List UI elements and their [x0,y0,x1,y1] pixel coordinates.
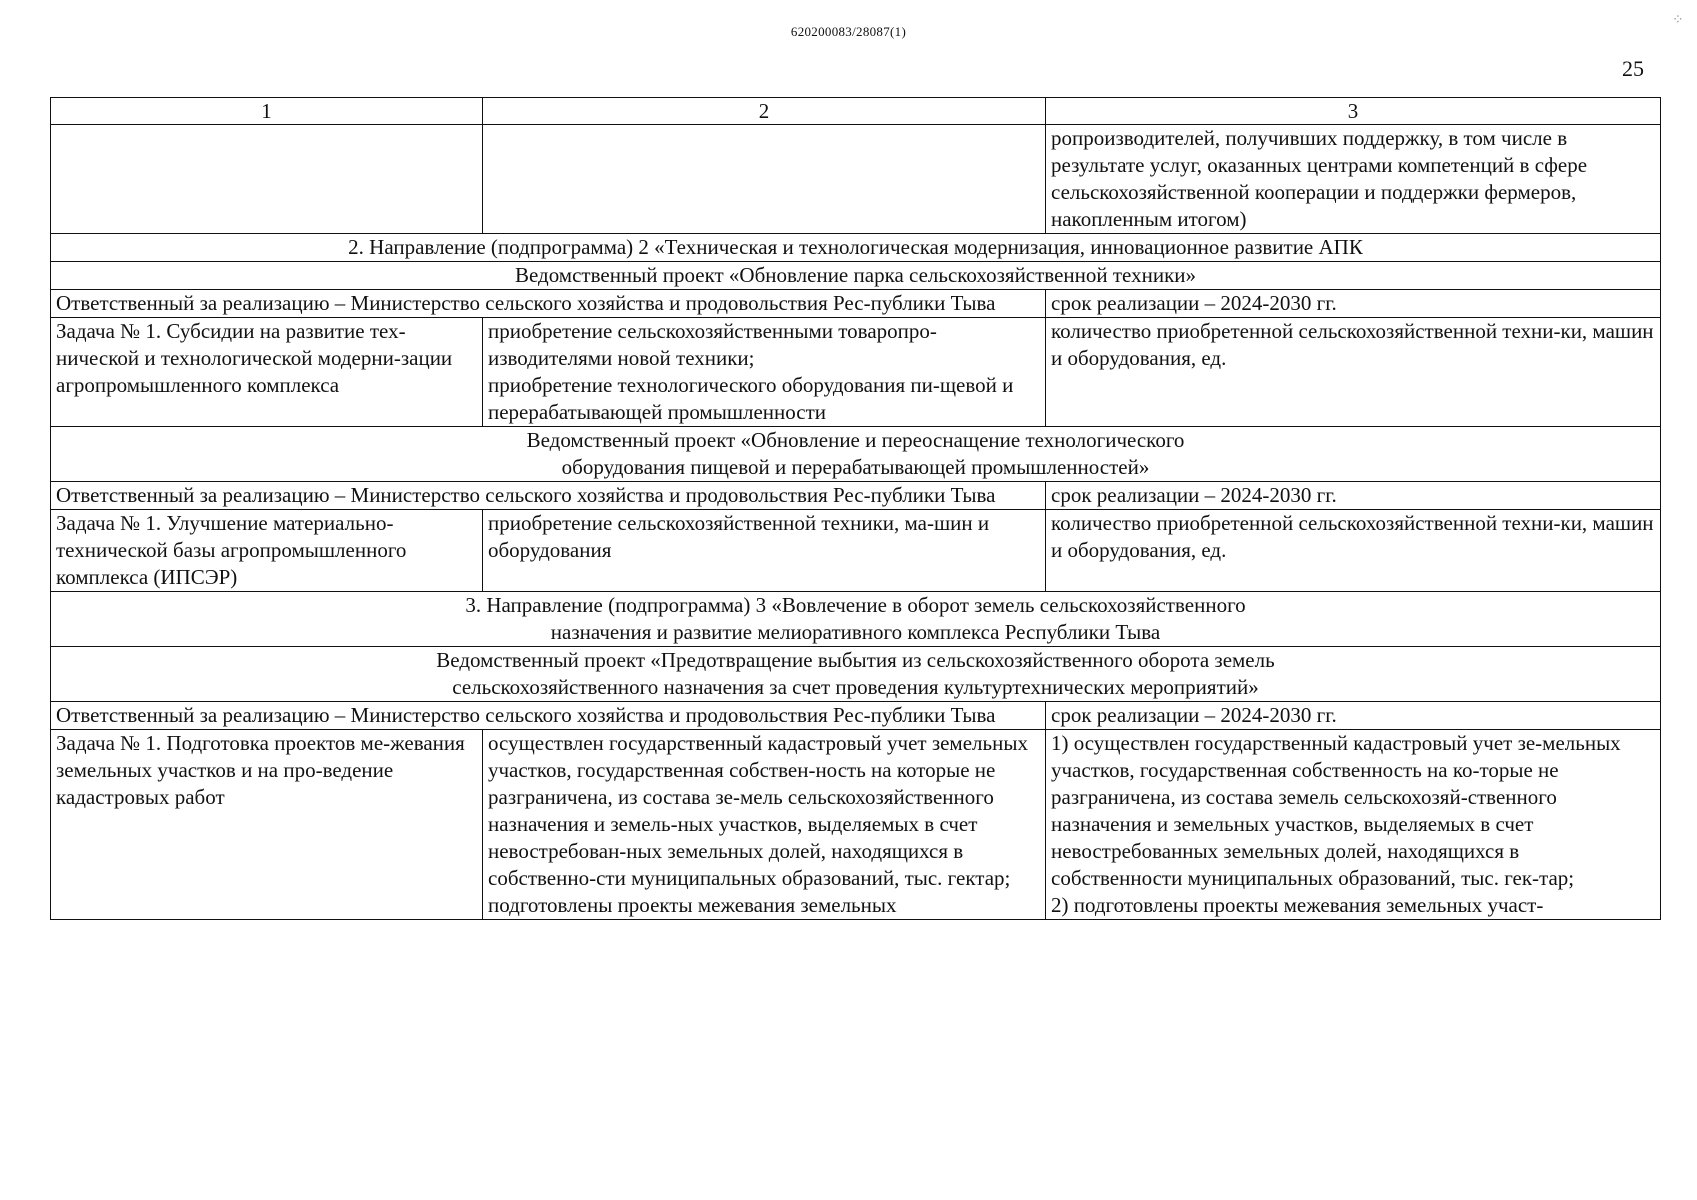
result-line: подготовлены проекты межевания земельных [488,893,897,917]
task-row [51,510,1661,592]
project-c-line: сельскохозяйственного назначения за счет проведения культуртехнических мероприятий» [452,675,1259,699]
project-b-title [51,427,1661,482]
direction-3-title [51,592,1661,647]
indicator-line: 1) осуществлен государственный кадастровый учет зе-мельных участков, государственная собственность на ко-торые не разграничена, из состава земель сельскохозяй-ственного назначения и земельных участков, выделяемых в счет невостребованных земельных долей, находящихся в собственности муниципальных образований, тыс. гек-тар; [1051,731,1621,890]
responsible-cell: Ответственный за реализацию – Министерство сельского хозяйства и продовольствия Рес-публики Тыва [51,482,1046,510]
responsible-cell: Ответственный за реализацию – Министерство сельского хозяйства и продовольствия Рес-публики Тыва [51,290,1046,318]
direction-3-line: 3. Направление (подпрограмма) 3 «Вовлечение в оборот земель сельскохозяйственного [465,593,1246,617]
direction-3-line: назначения и развитие мелиоративного комплекса Республики Тыва [550,620,1161,644]
result-line: осуществлен государственный кадастровый учет земельных участков, государственная собствен-ность на которые не разграничена, из состава зе-мель сельскохозяйственного назначения и земель-ных участков, выделяемых в счет невостребован-ных земельных долей, находящихся в собственно-сти муниципальных образований, тыс. гектар; [488,731,1028,890]
page-number: 25 [1622,56,1644,81]
responsible-row [51,482,1661,510]
project-row [51,647,1661,702]
corner-scan-mark: ⁘ [1672,13,1684,28]
responsible-row [51,702,1661,730]
term-cell: срок реализации – 2024-2030 гг. [1046,702,1661,730]
direction-2-title: 2. Направление (подпрограмма) 2 «Техническая и технологическая модернизация, инновационное развитие АПК [51,234,1661,262]
table-cell [483,125,1046,234]
responsible-row [51,290,1661,318]
indicator-cell [1046,730,1661,920]
indicator-cell: количество приобретенной сельскохозяйственной техни-ки, машин и оборудования, ед. [1046,318,1661,427]
project-row [51,262,1661,290]
result-line: приобретение сельскохозяйственными товаропро-изводителями новой техники; [488,319,937,370]
task-cell: Задача № 1. Субсидии на развитие тех-нической и технологической модерни-зации агропромышленного комплекса [51,318,483,427]
direction-row [51,592,1661,647]
responsible-cell: Ответственный за реализацию – Министерство сельского хозяйства и продовольствия Рес-публики Тыва [51,702,1046,730]
project-c-line: Ведомственный проект «Предотвращение выбытия из сельскохозяйственного оборота земель [436,648,1275,672]
indicator-line: 2) подготовлены проекты межевания земельных участ- [1051,893,1544,917]
result-line: приобретение технологического оборудования пи-щевой и перерабатывающей промышленности [488,373,1014,424]
term-cell: срок реализации – 2024-2030 гг. [1046,290,1661,318]
direction-row [51,234,1661,262]
table-cell [51,125,483,234]
task-cell: Задача № 1. Подготовка проектов ме-жевания земельных участков и на про-ведение кадастровых работ [51,730,483,920]
task-cell: Задача № 1. Улучшение материально-технической базы агропромышленного комплекса (ИПСЭР) [51,510,483,592]
result-cell [483,318,1046,427]
program-table [50,97,1661,920]
column-header-2: 2 [483,98,1046,125]
task-row [51,730,1661,920]
indicator-cell: количество приобретенной сельскохозяйственной техни-ки, машин и оборудования, ед. [1046,510,1661,592]
continuation-row [51,125,1661,234]
result-cell: приобретение сельскохозяйственной техники, ма-шин и оборудования [483,510,1046,592]
term-cell: срок реализации – 2024-2030 гг. [1046,482,1661,510]
document-id: 620200083/28087(1) [790,24,907,39]
result-cell [483,730,1046,920]
project-b-line: Ведомственный проект «Обновление и переоснащение технологического [526,428,1185,452]
column-header-3: 3 [1046,98,1661,125]
project-c-title [51,647,1661,702]
task-row [51,318,1661,427]
project-row [51,427,1661,482]
column-header-1: 1 [51,98,483,125]
table-cell: ропроизводителей, получивших поддержку, в том числе в результате услуг, оказанных центрами компетенций в сфере сельскохозяйственной кооперации и поддержки фермеров, накопленным итогом) [1046,125,1661,234]
project-b-line: оборудования пищевой и перерабатывающей промышленностей» [561,455,1150,479]
project-a-title: Ведомственный проект «Обновление парка сельскохозяйственной техники» [51,262,1661,290]
column-number-row [51,98,1661,125]
